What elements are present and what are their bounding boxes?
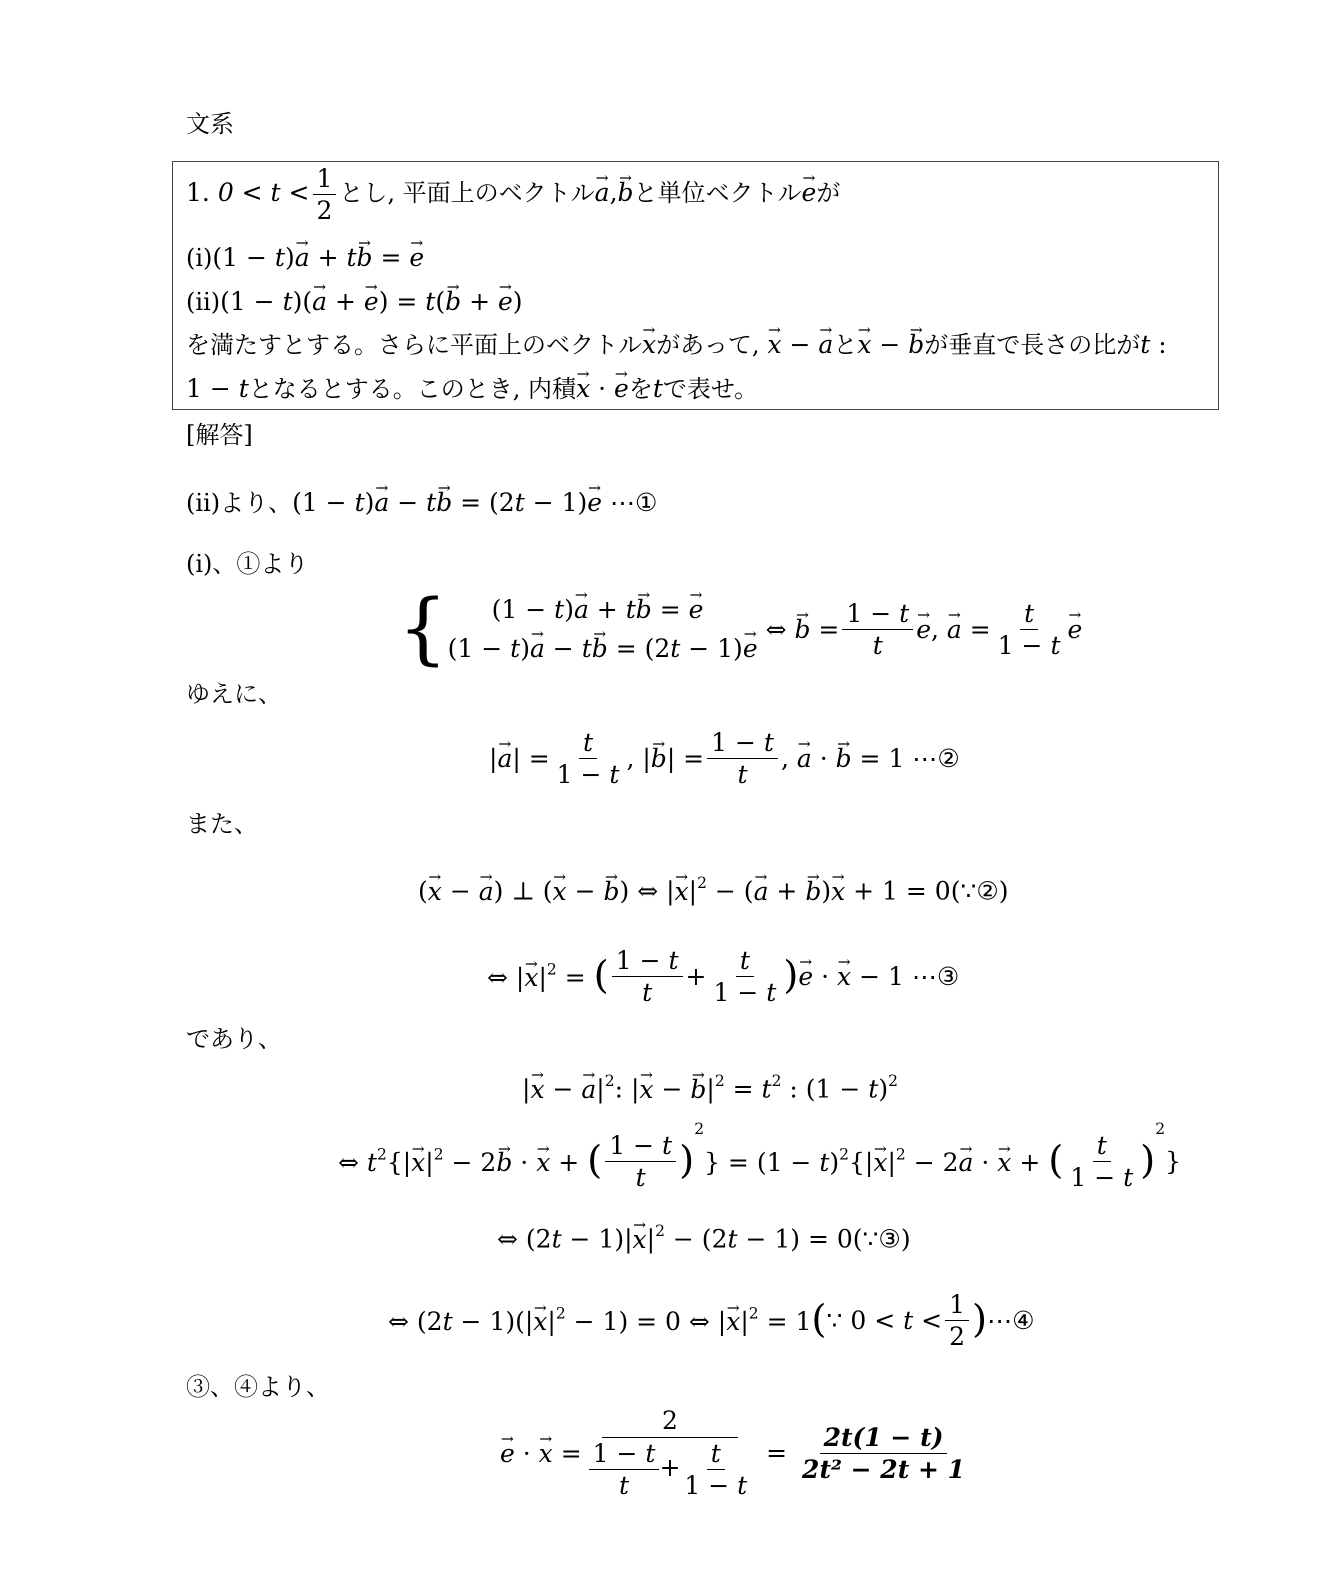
condition-ii: (ⅱ)(1 − t)(→ a + → e) = t(→ b + → e) <box>186 289 523 314</box>
condition-text: 0 < t < <box>217 178 310 207</box>
step7-equation: ⇔ $t^2\{|\to x|^2 - 2\to b$ · → x + ( $\frac{1 - t}{t}$ )$^2\} = (1 - t)^2\{|\to x|^2 - 2\to a$ · → x + ( $\frac{t}{1 - t}$ )$^2$} <box>338 1122 1181 1190</box>
answer-heading: [解答] <box>186 421 253 449</box>
step6-label: であり、 <box>186 1025 282 1053</box>
step9-label: ③、④より、 <box>186 1373 330 1401</box>
step4-label: また、 <box>186 810 258 838</box>
problem-line-1: 1. 0 < t < $\frac{1}{2}$ とし, 平面上のベクトル→ a,→ bと単位ベクトル→ eが <box>186 166 840 223</box>
step8-equation: ⇔ $(2t - 1)(|\to x|^2 - 1) = 0$ ⇔ |→ $x|^2$ = 1(∵ 0 < t < $\frac{1}{2}$ )⋯④ <box>388 1292 1035 1349</box>
step3-equation: |→ a| = $\frac{t}{1 - t}$ , |→ b| = $\frac{1 - t}{t}$ , → a · → b = 1 ⋯② <box>489 730 960 787</box>
problem-line-5: 1 − tとなるとする。このとき, 内積→ x · → eをtで表せ。 <box>186 376 758 401</box>
category-label: 文系 <box>186 110 234 138</box>
final-numerator: 2t(1 − t) <box>820 1425 948 1454</box>
problem-line-4: を満たすとする。さらに平面上のベクトル→ xがあって, → x − → aと→ x − → bが垂直で長さの比がt : <box>186 332 1167 357</box>
ratio-equation: |→ x − → $a|^2$: |→ x − → $b|^2 = t^2$ : $(1 - t)^2$ <box>522 1074 898 1102</box>
step7b-equation: ⇔ $(2t - 1)|\to x|^2 - (2t - 1)$ = 0(∵③) <box>497 1224 911 1252</box>
step4-equation: (→ x − → a) ⊥ (→ x − → b) ⇔ |→ $x|^2$ − (→ a + → b)→ x + 1 = 0(∵②) <box>418 876 1009 904</box>
problem-number: 1. <box>186 178 210 207</box>
condition-fraction: $\frac{1}{2}$ <box>313 166 337 223</box>
final-equation: → e · → x = 2 $\frac{1 - t}{t}$ + $\frac{t}{1 - t}$ = $\frac{2t(1 - t)}{\text{2t² − 2t + 1}}$ <box>500 1408 972 1498</box>
system-equation: { (1 − t)→ a + t→ b = → e (1 − t)→ a − t→ b = (2t − 1)→ e ⇔ → b = $\frac{1 - t}{t}$ → e, → a = $\frac{t}{1 - t}$ → e <box>398 590 1082 668</box>
final-denominator: 2t² − 2t + 1 <box>802 1454 965 1484</box>
step2-label: (ⅰ)、①より <box>186 550 309 578</box>
condition-i: (ⅰ)(1 − t)→ a + t→ b = → e <box>186 245 424 270</box>
step5-equation: ⇔ |→ $x|^2$ = ( $\frac{1 - t}{t}$ + $\frac{t}{1 - t}$ )→ e · → x − 1 ⋯③ <box>487 948 959 1005</box>
step1-equation: (ⅱ)より、(1 − t)→ a − t→ b = (2t − 1)→ e ⋯① <box>186 490 657 515</box>
step3-label: ゆえに、 <box>186 680 282 708</box>
